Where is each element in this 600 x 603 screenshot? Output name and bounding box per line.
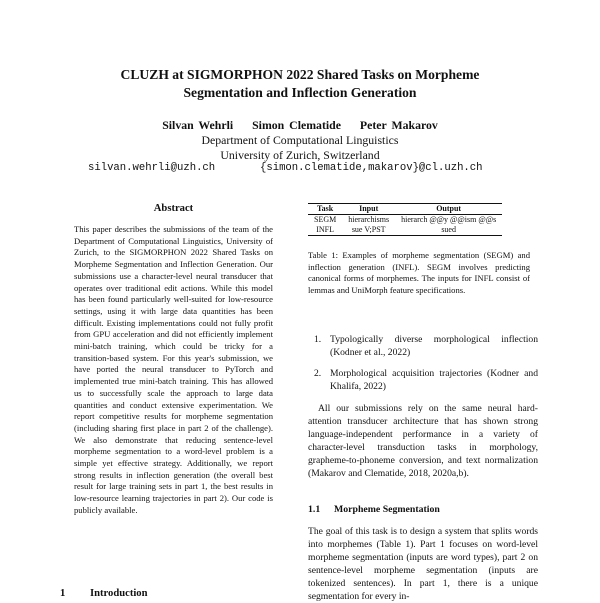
list-item bbox=[308, 367, 538, 393]
list-item bbox=[308, 333, 538, 359]
numbered-list bbox=[308, 333, 538, 401]
table-cell: sued bbox=[441, 225, 456, 234]
table-header-cell: Input bbox=[359, 204, 379, 213]
subsection-heading bbox=[308, 504, 440, 515]
title-line-2: Segmentation and Inflection Generation bbox=[183, 85, 417, 100]
intro-section-heading bbox=[60, 588, 148, 599]
abstract-body: This paper describes the submissions of the team of the Department of Computational Linguistics, University of Zurich, to the SIGMORPHON 2022 Shared Tasks on Morpheme Segmentation and Inflection Generation. Our submissions use a character-level neural transducer that operates over traditional edit actions. While this model has been found particularly well-suited for low-resource settings, using it with large data quantities has been difficult. Existing implementations could not fully profit from GPU acceleration and did not efficiently implement mini-batch training, which could be tricky for a transition-based system. For this year's submission, we have ported the neural transducer to PyTorch and implemented true mini-batch training. This has allowed us to successfully scale the approach to large data quantities and conduct extensive experimentation. We report competitive results for morpheme segmentation (including sharing first place in part 2 of the challenge). We also demonstrate that reducing sentence-level morpheme segmentation to a word-level problem is a simple yet effective strategy. Additionally, we report strong results in inflection generation (the overall best result for large training sets in part 1, the best results in low-resource learning trajectories in part 2). Our code is publicly available. bbox=[74, 224, 273, 515]
title-line-1: CLUZH at SIGMORPHON 2022 Shared Tasks on Morpheme bbox=[120, 67, 480, 82]
author-department: Department of Computational Linguistics bbox=[201, 133, 399, 147]
table-cell: hierarchisms bbox=[348, 215, 390, 224]
author-university: University of Zurich, Switzerland bbox=[220, 148, 380, 162]
list-item-text: Morphological acquisition trajectories (Kodner and Khalifa, 2022) bbox=[330, 368, 538, 392]
list-marker: 1. bbox=[314, 334, 322, 345]
email-1[interactable]: silvan.wehrli@uzh.ch bbox=[88, 162, 216, 174]
subsection-number: 1.1 bbox=[308, 504, 321, 515]
examples-table bbox=[308, 203, 502, 236]
table-header-cell: Output bbox=[436, 204, 462, 213]
table-cell: INFL bbox=[316, 225, 334, 234]
subsection-title: Morpheme Segmentation bbox=[334, 504, 440, 515]
section-title: Introduction bbox=[90, 588, 148, 599]
left-column bbox=[60, 203, 287, 517]
list-item-text: Typologically diverse morphological inflection (Kodner et al., 2022) bbox=[330, 334, 538, 358]
paper-title bbox=[60, 66, 540, 102]
author-name: Silvan Wehrli bbox=[162, 118, 234, 132]
table-header-cell: Task bbox=[317, 204, 334, 213]
table-cell: SEGM bbox=[314, 215, 337, 224]
author-names bbox=[60, 118, 540, 133]
table-cell: sue V;PST bbox=[351, 225, 386, 234]
table-row bbox=[308, 215, 502, 226]
email-2[interactable]: {simon.clematide,makarov}@cl.uzh.ch bbox=[260, 162, 483, 174]
table-header-row bbox=[308, 204, 502, 215]
abstract-heading: Abstract bbox=[153, 203, 194, 214]
body-paragraph: The goal of this task is to design a system that splits words into morphemes (Table 1). Part 1 focuses on word-level morpheme segmentation (inputs are word types), part 2 on sentence-level morpheme segmentation (inputs are tokenized sentences). In part 1, there is a unique segmentation for every in- bbox=[308, 526, 538, 602]
author-name: Simon Clematide bbox=[252, 118, 341, 132]
list-marker: 2. bbox=[314, 368, 322, 379]
right-column bbox=[308, 203, 538, 602]
table-caption: Table 1: Examples of morpheme segmentation (SEGM) and inflection generation (INFL). SEGM involves predicting canonical forms of morphemes. The inputs for INFL consist of lemmas and UniMorph feature specifications. bbox=[308, 250, 530, 295]
body-paragraph: All our submissions rely on the same neural hard-attention transducer architecture that has shown strong language-independent performance in a variety of character-level transduction tasks in morphology, grapheme-to-phoneme conversion, and text normalization (Makarov and Clematide, 2018, 2020a,b). bbox=[308, 403, 538, 479]
section-number: 1 bbox=[60, 588, 66, 599]
author-block bbox=[60, 118, 540, 163]
table-cell: hierarch @@y @@ism @@s bbox=[401, 215, 497, 224]
author-name: Peter Makarov bbox=[359, 118, 438, 132]
table-row bbox=[308, 225, 502, 236]
